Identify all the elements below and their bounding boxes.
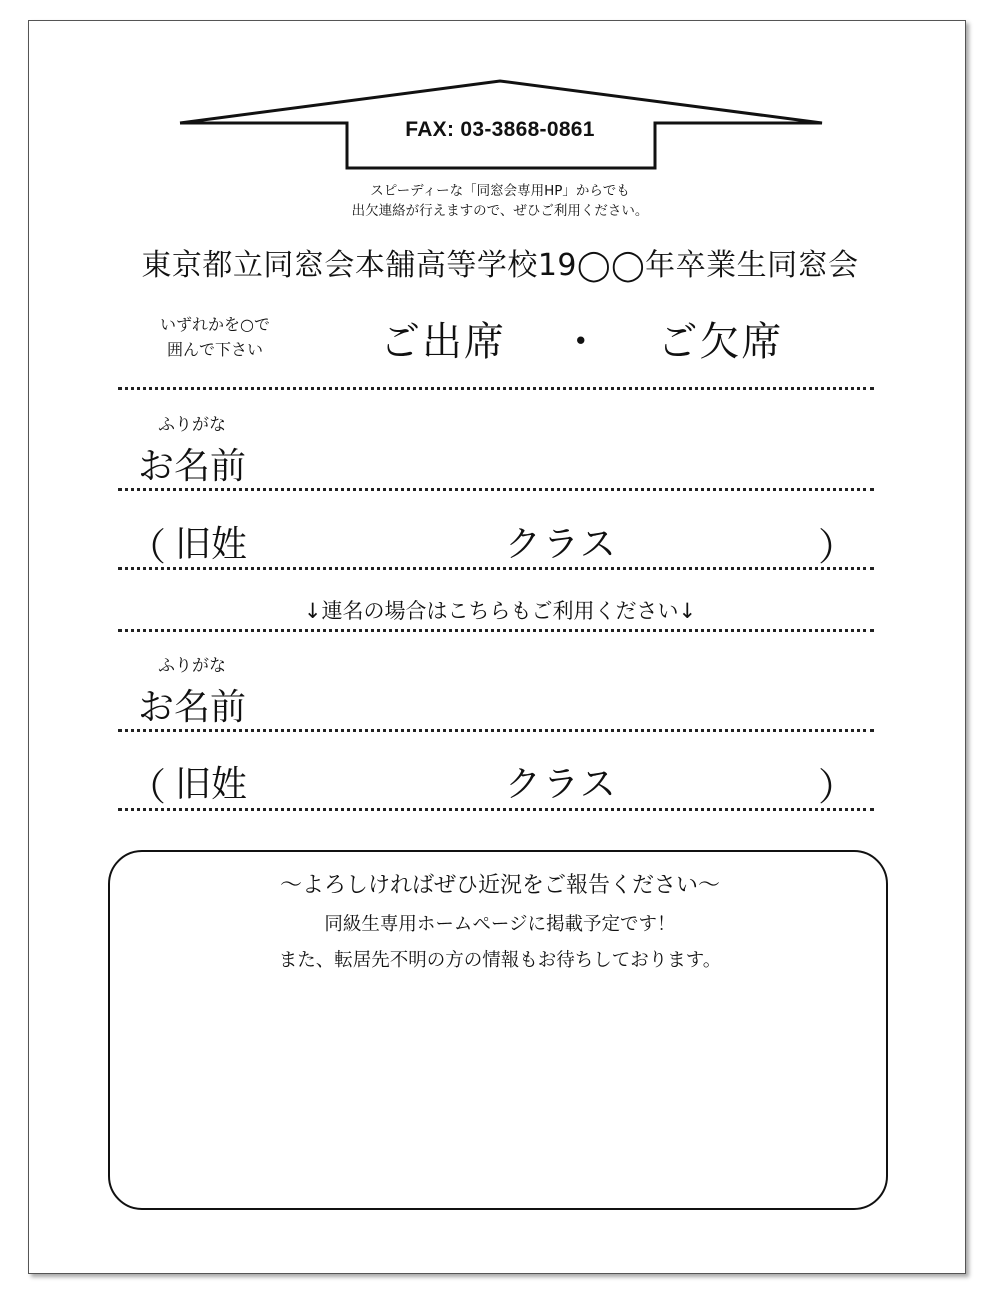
news-line1: 同級生専用ホームページに掲載予定です！ [324, 914, 676, 935]
dotted-divider [118, 387, 874, 390]
fax-number: FAX: 03-3868-0861 [405, 118, 595, 141]
web-note-line1: スピーディーな「同窓会専用HP」からでも [370, 183, 630, 199]
instruction-line1: いずれかを○で [160, 315, 270, 334]
house-banner-shape [0, 0, 1000, 180]
page-title: 東京都立同窓会本舗高等学校19◯◯年卒業生同窓会 [141, 248, 859, 283]
class-label[interactable]: クラス [505, 524, 618, 565]
absent-option[interactable]: ご欠席 [657, 319, 784, 365]
maiden-name-label[interactable]: 旧姓 [175, 524, 248, 565]
web-note-line2: 出欠連絡が行えますので、ぜひご利用ください。 [351, 203, 649, 219]
news-line2: また、転居先不明の方の情報もお待ちしております。 [278, 950, 722, 971]
furigana-label: ふりがな [158, 415, 226, 435]
paren-open: （ [128, 525, 167, 569]
news-heading: ～よろしければぜひ近況をご報告ください～ [279, 873, 720, 898]
maiden-name-label[interactable]: 旧姓 [175, 764, 248, 805]
class-label[interactable]: クラス [505, 764, 618, 805]
paren-close: ） [818, 525, 857, 569]
furigana-label: ふりがな [158, 656, 226, 676]
news-report-box[interactable] [108, 850, 888, 1210]
joint-name-note: ↓連名の場合はこちらもご利用ください↓ [303, 599, 697, 623]
dotted-divider [118, 629, 874, 632]
paren-open: （ [128, 765, 167, 809]
dotted-divider [118, 567, 874, 570]
attend-option[interactable]: ご出席 [380, 319, 506, 365]
dotted-divider [118, 488, 874, 491]
name-field-label[interactable]: お名前 [138, 446, 247, 487]
instruction-line2: 囲んで下さい [166, 340, 263, 359]
choice-separator: ・ [560, 319, 603, 365]
dotted-divider [118, 808, 874, 811]
paren-close: ） [818, 765, 857, 809]
attendance-choice [380, 310, 783, 367]
name-field-label[interactable]: お名前 [138, 687, 247, 728]
attendance-instruction [135, 312, 295, 362]
dotted-divider [118, 729, 874, 732]
